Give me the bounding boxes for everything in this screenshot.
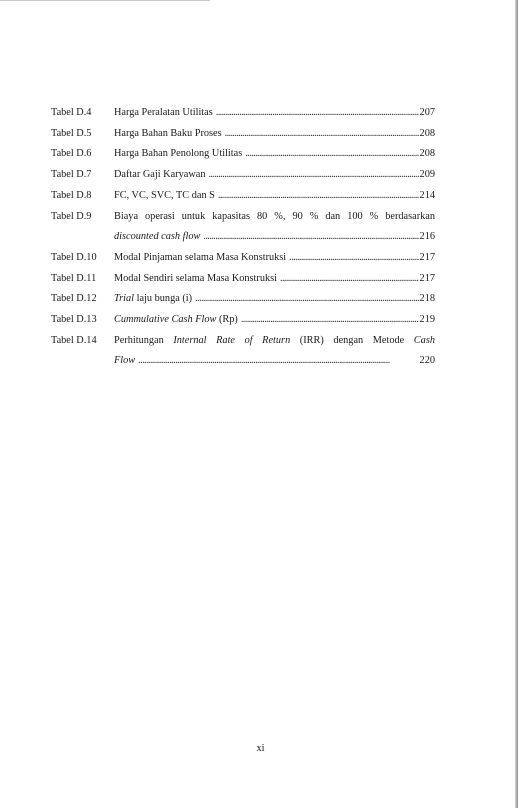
toc-entry-title [114,289,192,310]
toc-entry-number: Tabel D.8 [51,189,92,201]
toc-entry[interactable] [51,269,435,290]
toc-entry[interactable] [51,165,435,186]
toc-entry-page: 217 [419,272,435,284]
toc-entry-title: FC, VC, SVC, TC dan S [114,189,215,201]
toc-entry-title: Biaya operasi untuk kapasitas 80 %, 90 % dan 100 % berdasarkan [114,210,435,222]
toc-entry-title: Daftar Gaji Karyawan [114,169,206,181]
toc-entry-number: Tabel D.11 [51,272,97,284]
toc-entry-page: 207 [419,107,435,118]
toc-entry[interactable] [51,124,435,145]
toc-entry-number: Tabel D.4 [51,107,92,118]
toc-entry-number: Tabel D.13 [51,314,97,326]
toc-entry[interactable] [51,186,435,207]
table-of-contents [51,103,435,372]
leader-dots [195,289,418,310]
toc-entry[interactable] [51,331,435,372]
toc-entry-title: Harga Peralatan Utilitas [114,107,213,118]
toc-entry[interactable] [51,248,435,269]
toc-entry[interactable] [51,289,435,310]
leader-dots [280,269,419,290]
scan-artifact-top [0,0,210,1]
toc-entry-title [114,331,435,352]
leader-dots [208,165,418,186]
toc-entry-page: 209 [419,169,435,181]
leader-dots [218,186,419,207]
toc-entry-number: Tabel D.10 [51,251,97,263]
toc-entry-number: Tabel D.5 [51,127,92,139]
leader-dots [216,103,419,124]
toc-entry[interactable] [51,144,435,165]
toc-entry-title-italic: Cummulative Cash Flow [114,314,217,326]
toc-entry-title: Modal Pinjaman selama Masa Konstruksi [114,251,287,263]
leader-dots [138,351,418,372]
leader-dots [225,124,419,145]
toc-entry-number: Tabel D.7 [51,169,92,181]
toc-entry-title-italic: Internal Rate of Return [173,334,291,346]
leader-dots [203,227,418,248]
toc-entry-title-part: (IRR) dengan Metode [290,334,414,346]
scan-artifact-edge [515,0,518,808]
toc-entry-title-italic: Trial [114,293,135,305]
toc-entry-title-part: Perhitungan [114,334,174,346]
toc-entry-number: Tabel D.9 [51,210,92,222]
page-number: xi [256,743,265,754]
toc-entry-title-continued: Flow [114,355,136,367]
toc-entry-number: Tabel D.6 [51,148,92,160]
toc-entry-page: 216 [419,231,435,243]
toc-entry-page: 208 [419,127,435,139]
toc-entry-page: 217 [419,251,435,263]
toc-entry-title: Modal Sendiri selama Masa Konstruksi [114,272,278,284]
toc-entry-title-italic: Cash [413,334,435,346]
toc-entry[interactable] [51,207,435,248]
toc-entry-title [114,310,238,331]
toc-entry-page: 208 [419,148,435,160]
toc-entry[interactable] [51,310,435,331]
leader-dots [241,310,419,331]
toc-entry-page: 219 [419,314,435,326]
toc-entry-title-rest: (Rp) [216,314,238,326]
leader-dots [245,144,418,165]
toc-entry-title-continued: discounted cash flow [114,231,201,243]
toc-entry-page: 218 [419,293,435,305]
toc-entry-page: 214 [419,189,435,201]
leader-dots [289,248,418,269]
toc-entry-number: Tabel D.12 [51,293,97,305]
toc-entry-number: Tabel D.14 [51,334,97,346]
toc-entry-page: 220 [419,355,435,367]
toc-entry-title: Harga Bahan Baku Proses [114,127,222,139]
toc-entry-title-rest: laju bunga (i) [134,293,193,305]
toc-entry-title: Harga Bahan Penolong Utilitas [114,148,243,160]
toc-entry[interactable] [51,103,435,124]
